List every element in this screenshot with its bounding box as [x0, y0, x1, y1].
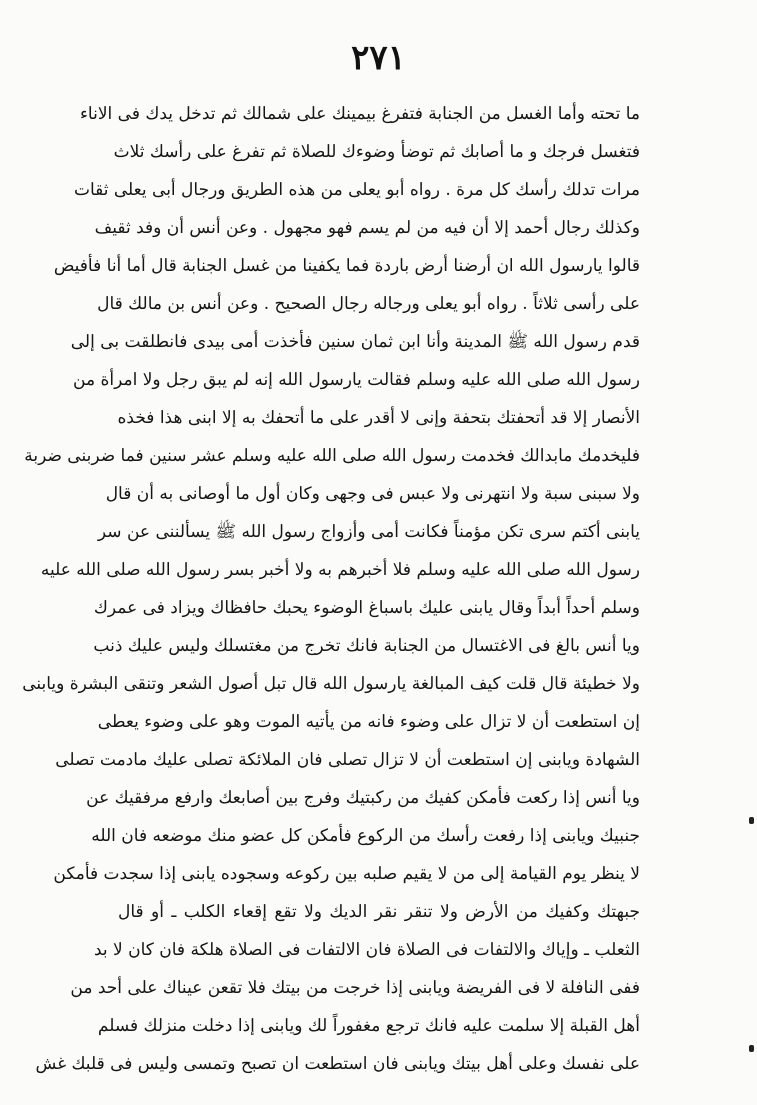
- text-line: أهل القبلة إلا سلمت عليه فانك ترجع مغفوراً لك ويابنى إذا دخلت منزلك فسلم: [97, 1016, 640, 1036]
- margin-mark: [749, 817, 754, 824]
- text-line: إن استطعت أن لا تزال على وضوء فانه من يأتيه الموت وهو على وضوء يعطى: [97, 712, 640, 732]
- body-text: [22, 95, 640, 1083]
- text-line: ففى النافلة لا فى الفريضة ويابنى إذا خرجت من بيتك فلا تقعن عيناك على أحد من: [70, 978, 640, 998]
- text-line: ما تحته وأما الغسل من الجنابة فتفرغ بيمينك على شمالك ثم تدخل يدك فى الاناء: [79, 104, 640, 124]
- text-line: يابنى أكتم سرى تكن مؤمناً فكانت أمى وأزواج رسول الله ﷺ يسألننى عن سر: [97, 522, 640, 542]
- text-line: ويا أنس إذا ركعت فأمكن كفيك من ركبتيك وفرج بين أصابعك وارفع مرفقيك عن: [86, 788, 640, 808]
- page-number: ٢٧١: [351, 38, 406, 78]
- text-line: ولا خطيئة قال قلت كيف المبالغة يارسول الله قال تبل أصول الشعر وتنقى البشرة ويابنى: [22, 674, 640, 694]
- text-line: مرات تدلك رأسك كل مرة . رواه أبو يعلى من هذه الطريق ورجال أبى يعلى ثقات: [73, 180, 640, 200]
- text-line: الثعلب ـ وإياك والالتفات فى الصلاة فان الالتفات فى الصلاة هلكة فان كان لا بد: [93, 940, 640, 960]
- text-line: قالوا يارسول الله ان أرضنا أرض باردة فما يكفينا من غسل الجنابة قال أما أنا فأفيض: [53, 256, 640, 276]
- text-line: جبهتك وكفيك من الأرض ولا تنقر نقر الديك ولا تقع إقعاء الكلب ـ أو قال: [118, 902, 640, 922]
- margin-mark: [749, 1045, 754, 1052]
- text-line: وكذلك رجال أحمد إلا أن فيه من لم يسم فهو مجهول . وعن أنس أن وفد ثقيف: [94, 218, 640, 238]
- text-line: الشهادة ويابنى إن استطعت أن لا تزال تصلى فان الملائكة تصلى عليك مادمت تصلى: [55, 750, 640, 770]
- text-line: رسول الله صلى الله عليه وسلم فقالت يارسول الله إنه لم يبق رجل ولا امرأة من: [73, 370, 640, 390]
- text-line: وسلم أحداً أبداً وقال يابنى عليك باسباغ الوضوء يحبك حافظاك ويزاد فى عمرك: [93, 598, 640, 618]
- text-line: على رأسى ثلاثاً . رواه أبو يعلى ورجاله رجال الصحيح . وعن أنس بن مالك قال: [97, 294, 640, 314]
- text-line: قدم رسول الله ﷺ المدينة وأنا ابن ثمان سنين فأخذت أمى بيدى فانطلقت بى إلى: [70, 332, 640, 352]
- text-line: فليخدمك مابدالك فخدمت رسول الله صلى الله عليه وسلم عشر سنين فما ضربنى ضربة: [24, 446, 640, 466]
- text-line: جنبيك ويابنى إذا رفعت رأسك من الركوع فأمكن كل عضو منك موضعه فان الله: [91, 826, 640, 846]
- text-line: ويا أنس بالغ فى الاغتسال من الجنابة فانك تخرج من مغتسلك وليس عليك ذنب: [93, 636, 640, 656]
- text-line: على نفسك وعلى أهل بيتك ويابنى فان استطعت ان تصبح وتمسى وليس فى قلبك غش: [35, 1054, 640, 1074]
- text-line: الأنصار إلا قد أتحفتك بتحفة وإنى لا أقدر على ما أتحفك به إلا ابنى هذا فخذه: [117, 408, 640, 428]
- text-line: رسول الله صلى الله عليه وسلم فلا أخبرهم به ولا أخبر بسر رسول الله صلى الله عليه: [40, 560, 640, 580]
- text-line: ولا سبنى سبة ولا انتهرنى ولا عبس فى وجهى وكان أول ما أوصانى به أن قال: [105, 484, 640, 504]
- text-line: فتغسل فرجك و ما أصابك ثم توضأ وضوءك للصلاة ثم تفرغ على رأسك ثلاث: [113, 142, 640, 162]
- text-line: لا ينظر يوم القيامة إلى من لا يقيم صلبه بين ركوعه وسجوده يابنى إذا سجدت فأمكن: [53, 864, 640, 884]
